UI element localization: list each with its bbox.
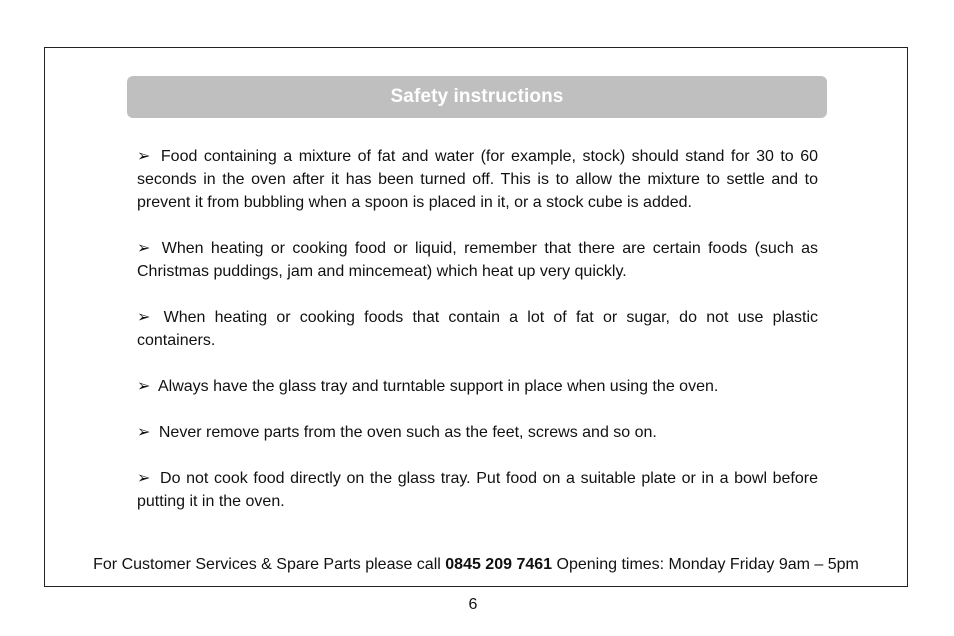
instruction-item — [137, 237, 818, 283]
instruction-text: Do not cook food directly on the glass tray. Put food on a suitable plate or in a bowl before putting it in the oven. — [137, 470, 818, 510]
arrow-bullet-icon: ➢ — [137, 378, 151, 395]
instructions-list — [137, 145, 818, 536]
instruction-text: Always have the glass tray and turntable support in place when using the oven. — [157, 378, 719, 395]
arrow-bullet-icon: ➢ — [137, 470, 151, 487]
arrow-bullet-icon: ➢ — [137, 424, 151, 441]
instruction-text: Food containing a mixture of fat and water (for example, stock) should stand for 30 to 60 seconds in the oven after it has been turned off. This is to allow the mixture to settle and to prevent it from bubbling when a spoon is placed in it, or a stock cube is added. — [137, 148, 818, 211]
section-header — [127, 76, 827, 118]
instruction-item — [137, 375, 818, 398]
page-number: 6 — [468, 596, 478, 613]
instruction-text: Never remove parts from the oven such as the feet, screws and so on. — [158, 424, 657, 441]
customer-service-footer — [45, 556, 907, 574]
page-frame — [44, 47, 908, 587]
arrow-bullet-icon: ➢ — [137, 240, 151, 257]
instruction-text: When heating or cooking food or liquid, remember that there are certain foods (such as Christmas puddings, jam and mincemeat) which heat up very quickly. — [137, 240, 818, 280]
instruction-item — [137, 145, 818, 214]
instruction-item — [137, 421, 818, 444]
instruction-item — [137, 306, 818, 352]
arrow-bullet-icon: ➢ — [137, 148, 151, 165]
section-title: Safety instructions — [390, 86, 564, 107]
instruction-item — [137, 467, 818, 513]
opening-times: Opening times: Monday Friday 9am – 5pm — [556, 556, 859, 573]
phone-number: 0845 209 7461 — [445, 556, 553, 573]
arrow-bullet-icon: ➢ — [137, 309, 151, 326]
footer-prefix: For Customer Services & Spare Parts please call — [93, 556, 441, 573]
instruction-text: When heating or cooking foods that contain a lot of fat or sugar, do not use plastic containers. — [137, 309, 819, 349]
